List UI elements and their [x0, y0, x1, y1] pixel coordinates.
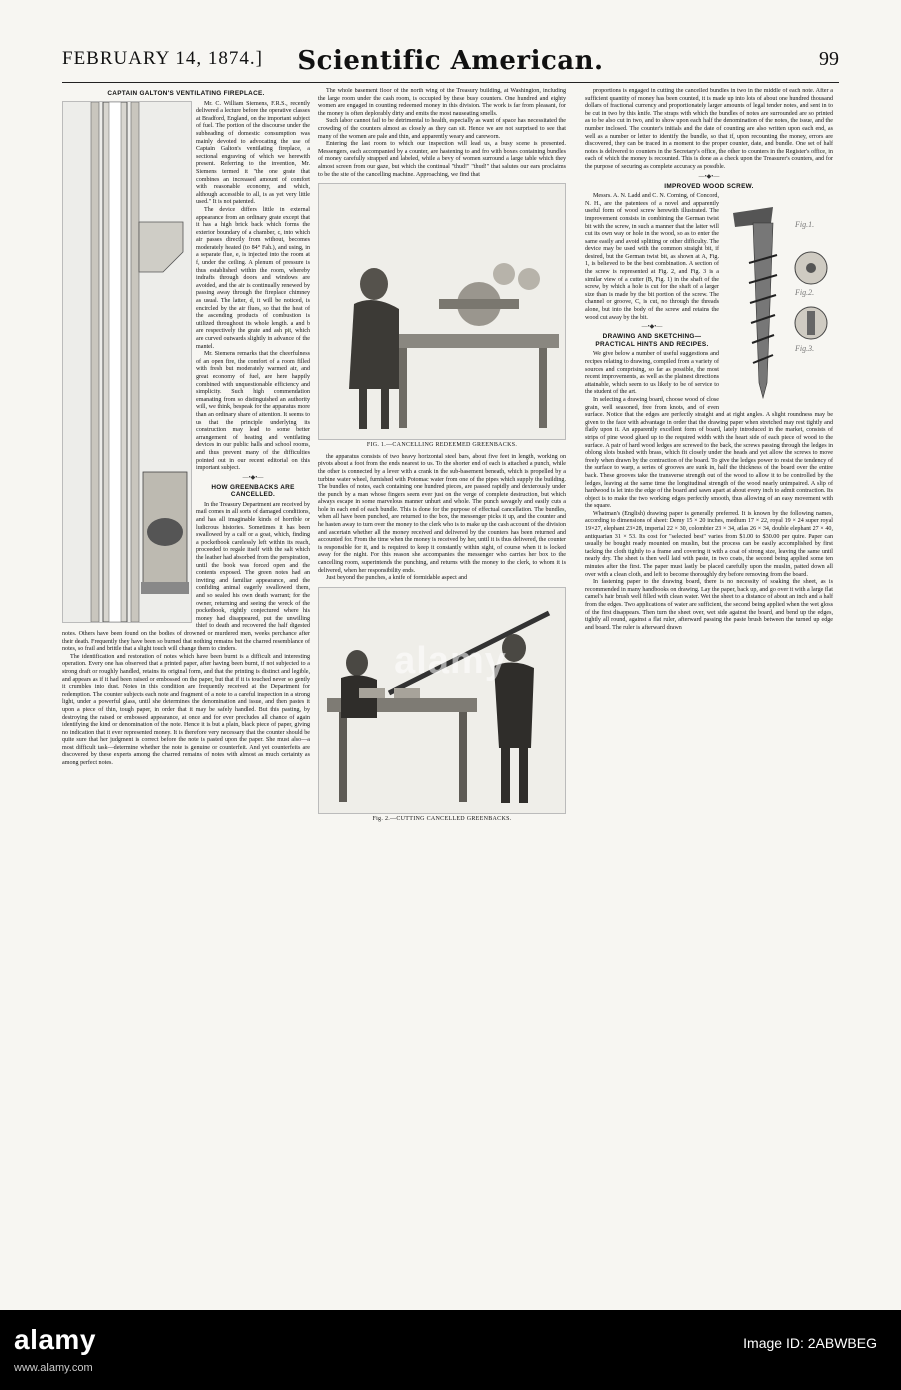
wood-screw-paragraph: Messrs. A. N. Ladd and C. N. Corning, of Concord, N. H., are the patentees of a novel and apparently useful form of wood screw herewith illustrated. The improvement consists in combining the German twist bit with the screw, in such a manner that the latter will cut its own way or hole in the wood, so as to enter the same easily and avoid splitting or other difficulty. The device may be used with the common straight bit, if desired, but the German twist bit, as shown at A, Fig. 1, is believed to be the best combination. A section of the screw is represented at Fig. 2, and Fig. 3 is a similar view of a cutter (B, Fig. 1) in the shaft of the screw, by which a hole is cut for the shaft of a larger size than is made by the bit portion of the screw. The channel or groove, C, is cut, no through the threads alone, but into the body of the screw and retains the wood cut away by the bit. — [585, 193, 719, 321]
section-separator: —•◆•— — [242, 474, 264, 481]
banner-image-id: Image ID: 2ABWBEG — [743, 1335, 877, 1351]
watermark: alamy — [394, 640, 507, 682]
figure-2-cutting — [318, 587, 566, 814]
fireplace-engraving — [63, 102, 191, 622]
fireplace-paragraph-1: Mr. C. William Siemens, F.R.S., recently delivered a lecture before the operative classes at Bradford, England, on the important subject of fuel. The portion of the discourse under the subheading of domestic consumption was mainly devoted to advocating the use of Captain Galton's ventilating fireplace, a sectional engraving of which we herewith present. Referring to the invention, Mr. Siemens termed it "the one grate that combines an increased amount of comfort with reasonable economy, and which, although accessible to all, is as yet very little used." It is not patented. — [196, 100, 310, 206]
issue-date: FEBRUARY 14, 1874.] — [62, 48, 263, 69]
cutting-paragraph: proportions is engaged in cutting the cancelled bundles in two in the middle of each note. After a sufficient quantity of money has been counted, it is made up into lots of about one hundred thousand dollars of fractional currency and proportionately larger amounts of legal tender notes, and sent in to be cut in two by this knife. The straps with which the bundles of notes are surrounded are so printed as to be also cut in two, and to show upon each half the denomination of the notes, the issue, and the number inclosed. The counter's initials and the date of counting are also written upon each end, as well as a number or letter to identify the bundle, so that if, upon recounting the money, errors are discovered, they can be traced in a moment to the proper counter, date, and bundle. One set of half notes is delivered to counters in the Secretary's office, the other to counters in the Register's office, in each of which the money is recounted. This is done as a check upon the Treasurer's counters, and for the purpose of securing as complete accuracy as possible. — [585, 88, 833, 170]
fig2-label: Fig.2. — [795, 288, 815, 298]
figure-1-caption: FIG. 1.—CANCELLING REDEEMED GREENBACKS. — [366, 442, 518, 449]
treasury-paragraph-2: Such labor cannot fail to be detrimental to health, especially as want of space has necessitated the crowding of the counters almost as closely as they can sit. Hence we are not surprised to see that many of the women are pale and thin, and apparently weary and careworn. — [318, 118, 566, 140]
treasury-paragraph-5: Just beyond the punches, a knife of formidable aspect and — [326, 575, 468, 582]
treasury-paragraph-1: The whole basement floor of the north wing of the Treasury building, at Washington, including the large room under the cash room, is occupied by these busy counters. One hundred and eighty women are engaged in counting redeemed money in this division. The work is far from pleasant, for the money is often deplorably dirty and emits the most nauseating smells. — [318, 88, 566, 117]
fig1-label: Fig.1. — [795, 220, 815, 230]
section-separator: —•◆•— — [698, 173, 720, 180]
article-heading-drawing: DRAWING AND SKETCHING—PRACTICAL HINTS AND RECIPES. — [595, 333, 709, 348]
drawing-paragraph-4: In fastening paper to the drawing board, there is no necessity of soaking the sheet, as is recommended in many handbooks on drawing. Lay the paper, back up, and go over it with a large flat camel's hair brush well filled with clean water. Wet the sheet to a distance of about an inch and a half from the edges. Two applications of water are sufficient, the second being applied when the wet gloss of the first disappears. Then turn the sheet over, wet side against the board, and bend up the edges, tightly all round, against a flat ruler, afterward passing the paste brush between the turned up edge and board. The ruler is afterward drawn — [585, 579, 833, 631]
header-rule — [62, 82, 839, 83]
fireplace-paragraph-3: Mr. Siemens remarks that the cheerfulness of an open fire, the comfort of a room filled with fresh but moderately warmed air, and great economy of fuel, are here happily combined with unquestionable efficiency and simplicity. Such high commendation emanating from so distinguished an authority will, we think, bespeak for the apparatus more than an ordinary share of attention. It seems to us that the principle underlying its construction may lead to some better arrangement of heating and ventilating devices in our public halls and school rooms, and thus prevent many of the difficulties pointed out in our recent editorial on this important subject. — [196, 351, 310, 472]
greenbacks-paragraph-2: The identification and restoration of notes which have been burnt is a difficult and interesting operation. Every one has observed that a printed paper, after having been burnt, if not subjected to a strong draft or roughly handled, retains its original form, and that the printing is distinct and legible, and appears as if it had been raised or embossed on the paper, but that if it is touched never so gently it crumbles into dust. Notes in this condition are frequently received at the Department for redemption. The counter subjects each note and fragment of a note to a careful inspection in a strong light, under a powerful glass, until she determines the denomination and issue, and then pastes it upon a piece of thin, tough paper, in order that it may be safely handled. But this pasting, by destroying the raised or embossed appearance, at once and for ever precludes all chance of again identifying the kind or denomination of the note. Hence it is but a plain, black piece of paper, giving no indication that it ever represented money. It is therefore very necessary that the counter should be quite sure that her judgment is correct before the note is pasted upon the paper. She must also—a most difficult task—determine whether the note is genuine or counterfeit. And yet counterfeits are discovered by these experts among the charred remains of notes with almost as much certainty as among perfect notes. — [62, 653, 310, 767]
figure-2-caption: Fig. 2.—CUTTING CANCELLED GREENBACKS. — [372, 815, 512, 822]
masthead-title: Scientific American. — [297, 46, 604, 76]
figure-1-cancelling — [318, 183, 566, 440]
article-heading-wood-screw: IMPROVED WOOD SCREW. — [664, 182, 754, 190]
stock-banner — [0, 1310, 901, 1390]
fireplace-paragraph-2: The device differs little in external appearance from an ordinary grate except that it has a high brick back which forms the exterior boundary of a chamber, c, into which air passes directly from without, becomes moderately heated (to 84° Fah.), and using, in a separate flue, e, is injected into the room at f, under the ceiling. A plenum of pressure is thus established within the room, whereby indrafts through doors and windows are avoided, and the air is continually renewed by passing away through the fireplace chimney as usual. The latter, d, it will be noticed, is encircled by the air flues, so that the heat of the ascending products of combustion is utilized throughout its whole length. a and b are respectively the grate and ash pit, which are curved outwards slightly in advance of the mantel. — [196, 206, 310, 350]
greenbacks-paragraph-1: In the Treasury Department are received by mail comes in all sorts of damaged conditions, and has all imaginable kinds of horrible or ludicrous histories. Sometimes it has been swallowed by a calf or a goat, which, finding a pocketbook carelessly left within its reach, proceeded to regale itself with the salt which the leather had absorbed from the perspiration, until the book was forced open and the contents exposed. The green notes had an inviting and familiar appearance, and the confiding animal eagerly swallowed them, and so sealed his own death warrant; for the owner, returning and seeing the wreck of the pocketbook, rightly conjectured where his money had disappeared, put the unwilling thief to death and recovered the half digested notes. Others have been found on the bodies of drowned or murdered men, weeks perchance after their death. Frequently they have been so burned that nothing remains but the charred resemblance of notes, so frail and brittle that a slight touch will change them to cinders. — [62, 501, 310, 653]
cancelling-illustration — [319, 184, 565, 439]
article-heading-fireplace: CAPTAIN GALTON'S VENTILATING FIREPLACE. — [107, 90, 265, 97]
article-heading-greenbacks: HOW GREENBACKS ARE CANCELLED. — [211, 483, 295, 499]
treasury-paragraph-4: the apparatus consists of two heavy horizontal steel bars, about five feet in length, working on pivots about a foot from the ends nearest to us. To the shorter end of each is attached a punch, while the other is connected by a lever with a crank in the sub-basement beneath, which is propelled by a turbine water wheel, furnished with Potomac water from one of the pipes which supply the building. The bundles of notes, each containing one hundred pieces, are passed rapidly and dexterously under the punch by a man whose fingers seem ever just on the verge of complete destruction, but which always escape in some marvelous manner unhurt and whole. The punch savagely and easily cuts a hole in each end of each bundle. This is done for the purpose of effectual cancellation. The bundles, when all have been punched, are returned to the box, the messenger picks it up, and the counter and he hasten away to turn over the money to the clerk who is to make up the cash account of the division and ascertain whether all the money received and delivered by the counters has been returned and accounted for. From the time when the money is received by her, until it is thus delivered, the counter is responsible for it, and is required to keep it constantly within sight, of course when it is locked away for the night. For this reason she accompanies the messenger who carries her box to the cancelling room, superintends the punching, and returns with the money to the clerk, to whom it is delivered, when her responsibility ends. — [318, 453, 566, 574]
treasury-paragraph-3: Entering the last room to which our inspection will lead us, a busy scene is presented. Messengers, each accompanied by a counter, are hastening to and fro with boxes containing bundles of money carefully strapped and labeled, while a bevy of women surround a large table which they almost screen from our gaze, but which the continual "thud!" "thud!" that salutes our ears proclaims to be the site of the cancelling machine. Approaching, we find that — [318, 141, 566, 178]
fig3-label: Fig.3. — [795, 344, 815, 354]
section-separator: —•◆•— — [641, 324, 663, 331]
drawing-paragraph-1: We give below a number of useful suggestions and recipes relating to drawing, compiled from a variety of sources and comprising, so far as possible, the most recent improvements, as well as the plainest directions attainable, which seem to us likely to be of service to the student of the art. — [585, 351, 719, 396]
drawing-paragraph-2: In selecting a drawing board, choose wood of close grain, well seasoned, free from knots, and of even surface. Notice that the edges are perfectly straight and at right angles. A slight roundness may be given to the face with advantage in order that the drawing paper when stretched may rest tightly and flatly upon it. An apparently excellent form of board, lately introduced in the market, consists of strips of pine wood glued up to the required width with the heart side of each piece of wood to the surface. A pair of hard wood ledges are screwed to the back, the screws passing through the ledges in oblong slots bushed with brass, which fit closely under the heads and yet allow the screws to move freely when drawn by the contraction of the board. To give the ledges power to resist the tendency of the surface to warp, a series of grooves are sunk in, half the thickness of the board over the entire back. These grooves take the transverse strength out of the wood to allow it to be controlled by the ledges, leaving at the same time the longitudinal strength of the wood nearly unimpaired. A slip of hardwood is let into the edge of the board and sawn apart at about every inch to admit contraction. Its object is to make the two working edges perfectly smooth, thus allowing of an easy movement with the square. — [585, 396, 833, 510]
banner-site[interactable]: www.alamy.com — [14, 1362, 93, 1374]
alamy-logo[interactable]: alamy — [14, 1324, 96, 1355]
drawing-paragraph-3: Whatman's (English) drawing paper is generally preferred. It is known by the following names, according to dimensions of sheet: Demy 15 × 20 inches, medium 17 × 22, royal 19 × 24 super royal 19×27, elephant 23×28, imperial 22 × 30, colombier 23 × 34, atlas 26 × 34, double elephant 27 × 40, antiquarian 31 × 53. Its cost for "selected best" varies from $1.00 to $30.00 per quire. Paper can usually be bought ready mounted on muslin, but the process can be easily accomplished by first tacking the cloth tightly to a frame and covering it with a coat of strong size, leaving the same until nearly dry. The sheet is then well laid with paste, in two coats, the second being applied some ten minutes after the first. The paper must lastly be placed carefully upon the muslin, patted down all over with a clean cloth, and left to become thoroughly dry before removing from the board. — [585, 510, 833, 578]
page-header — [62, 48, 839, 82]
page-number: 99 — [819, 48, 839, 70]
fireplace-figure — [62, 101, 192, 623]
wood-screw-illustration — [723, 193, 833, 403]
wood-screw-figure — [723, 193, 833, 403]
cutting-illustration — [319, 588, 565, 813]
